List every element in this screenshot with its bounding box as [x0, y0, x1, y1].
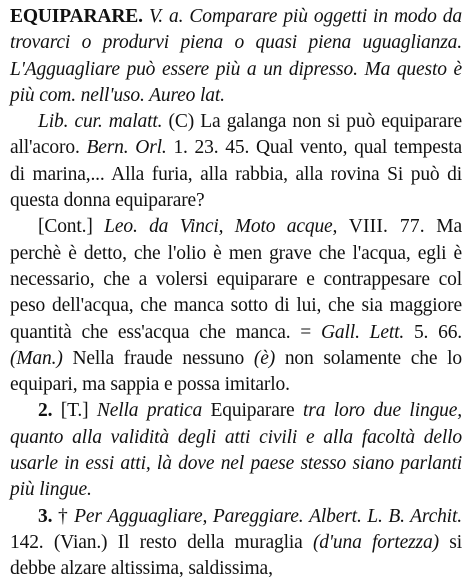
source-marker: [T.]: [60, 400, 89, 422]
source-title: Lib. cur. malatt.: [38, 111, 163, 133]
example-text: non solamente che lo equipari, ma sappia e possa imitarlo.: [10, 347, 463, 396]
source-title: Leo. da Vinci, Moto acque,: [104, 216, 338, 238]
example-2: [10, 214, 462, 398]
sense-number: 3.: [38, 505, 53, 527]
example-text: Ma perchè è detto, che l'olio è men grave che l'acqua, egli è necessario, che a volersi equiparare e contrappesare col peso dell'acqua, che manca sotto di lui, che sia maggiore quantità che ess'acqua che manca. =: [10, 216, 462, 343]
citation-author: (Vian.): [53, 531, 108, 553]
example-text: Il resto della muraglia: [117, 531, 303, 553]
example-1: [10, 109, 462, 214]
citation-ref: 1. 23. 45.: [173, 137, 250, 159]
definition: Comparare più oggetti in modo da trovarci o produrvi piena o quasi piena uguaglianza. L'Agguagliare può essere più a un dipresso. Ma questo è più com. nell'uso. Aureo lat.: [10, 6, 462, 106]
entry-header: [10, 4, 462, 109]
inserted-word: (è): [253, 347, 276, 369]
sense-lead: Nella pratica: [96, 400, 203, 422]
source-marker: (C): [168, 111, 195, 133]
citation-ref: 5. 66.: [413, 321, 463, 343]
citation-ref: 142.: [10, 531, 44, 553]
sense-word: Equiparare: [210, 400, 295, 422]
sense-gloss: tra loro due lingue, quanto alla validità degli atti civili e alla facoltà dello usarle in essi atti, là dove nel paese stesso siano parlanti più lingue.: [10, 400, 462, 501]
example-text: si debbe alzare altissima, saldissima,: [10, 531, 462, 580]
headword: EQUIPARARE.: [10, 6, 143, 27]
source-marker: [Cont.]: [38, 216, 93, 238]
citation-author: (Man.): [10, 347, 63, 369]
obsolete-mark: †: [57, 505, 69, 527]
sense-3: [10, 504, 462, 583]
part-of-speech: V. a.: [148, 6, 184, 27]
citation: Bern. Orl.: [86, 137, 167, 159]
example-text: Nella fraude nessuno: [72, 347, 245, 369]
parenthetical: (d'una fortezza): [312, 531, 439, 553]
sense-gloss: Per: [74, 505, 102, 527]
citation-ref: VIII. 77.: [348, 216, 425, 238]
citation: Gall. Lett.: [321, 321, 405, 343]
sense-number: 2.: [38, 400, 53, 422]
sense-synonyms: Agguagliare, Pareggiare.: [107, 505, 304, 527]
example-text: La galanga non si può equiparare all'acoro.: [10, 111, 462, 159]
source-title: Albert. L. B. Archit.: [309, 505, 462, 527]
example-text: Qual vento, qual tempesta di marina,... Alla furia, alla rabbia, alla rovina Si può di questa donna equiparare?: [10, 137, 462, 212]
sense-2: [10, 398, 462, 503]
